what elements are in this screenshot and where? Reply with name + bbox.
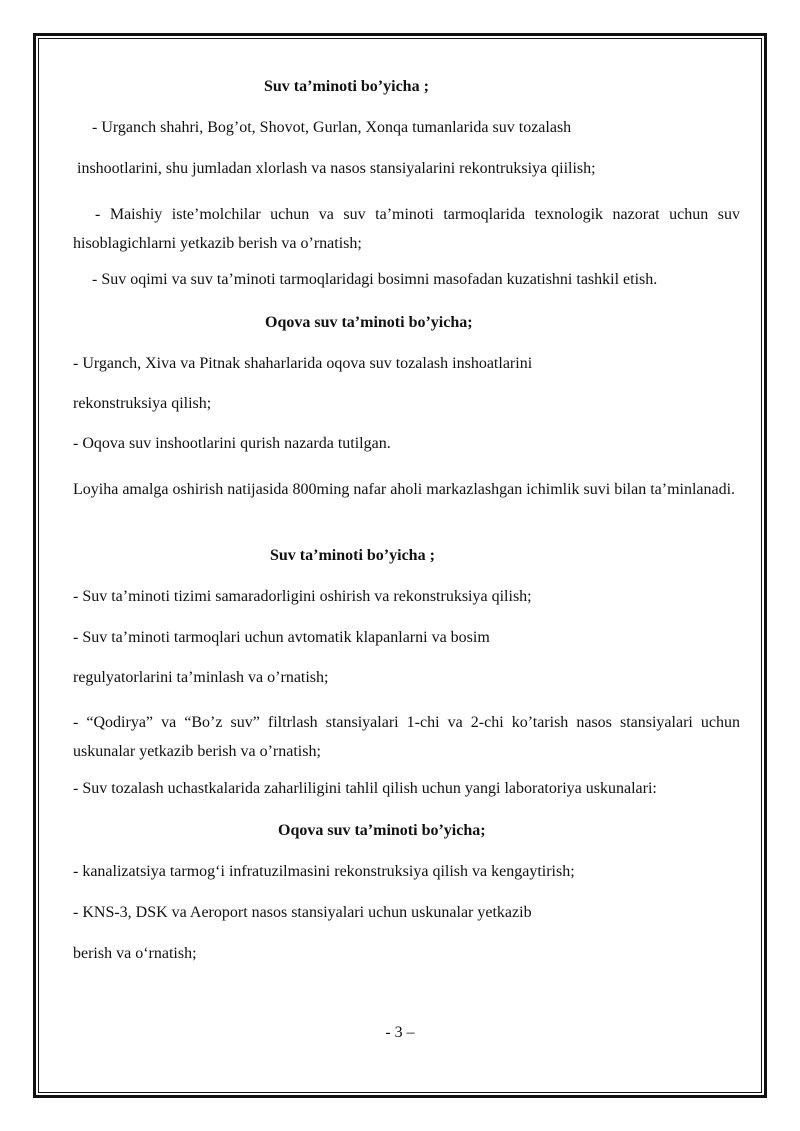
paragraph-line: Loyiha amalga oshirish natijasida 800ming nafar aholi markazlashgan ichimlik suvi bilan ta’minlanadi. — [73, 481, 736, 498]
section-heading-sewerage: Oqova suv ta’minoti bo’yicha; — [278, 822, 486, 839]
paragraph-line: - “Qodirya” va “Bo’z suv” filtrlash stansiyalari 1-chi va 2-chi ko’tarish nasos stansiyalari uchun uskunalar yetkazib berish va o’rnatish; — [73, 714, 740, 760]
page-number: - 3 – — [385, 1024, 415, 1041]
section-heading-water-supply: Suv ta’minoti bo’yicha ; — [270, 547, 435, 564]
paragraph-line: - Suv tozalash uchastkalarida zaharliligini tahlil qilish uchun yangi laboratoriya uskunalari: — [73, 780, 657, 797]
paragraph-line: - Suv ta’minoti tarmoqlari uchun avtomatik klapanlarni va bosim — [73, 629, 490, 646]
paragraph-line: - Oqova suv inshootlarini qurish nazarda tutilgan. — [73, 435, 391, 452]
paragraph-line: regulyatorlarini ta’minlash va o’rnatish; — [73, 669, 329, 686]
paragraph-line: - Suv ta’minoti tizimi samaradorligini oshirish va rekonstruksiya qilish; — [73, 588, 532, 605]
paragraph-line: - KNS-3, DSK va Aeroport nasos stansiyalari uchun uskunalar yetkazib — [73, 904, 532, 921]
paragraph-line: berish va o‘rnatish; — [73, 945, 197, 962]
paragraph-line: - kanalizatsiya tarmog‘i infratuzilmasini rekonstruksiya qilish va kengaytirish; — [73, 863, 575, 880]
paragraph-line: - Suv oqimi va suv ta’minoti tarmoqlaridagi bosimni masofadan kuzatishni tashkil etish. — [92, 271, 658, 288]
paragraph-line: - Urganch shahri, Bog’ot, Shovot, Gurlan, Xonqa tumanlarida suv tozalash — [92, 119, 572, 136]
section-heading-sewerage: Oqova suv ta’minoti bo’yicha; — [265, 314, 473, 331]
paragraph-line: - Maishiy iste’molchilar uchun va suv ta’minoti tarmoqlarida texnologik nazorat uchun suv hisoblagichlarni yetkazib berish va o’rnatish; — [73, 206, 740, 252]
paragraph-line: inshootlarini, shu jumladan xlorlash va nasos stansiyalarini rekontruksiya qiilish; — [77, 160, 596, 177]
section-heading-water-supply: Suv ta’minoti bo’yicha ; — [264, 78, 429, 95]
paragraph-line: - Urganch, Xiva va Pitnak shaharlarida oqova suv tozalash inshoatlarini — [73, 355, 533, 372]
paragraph-line: rekonstruksiya qilish; — [73, 395, 212, 412]
